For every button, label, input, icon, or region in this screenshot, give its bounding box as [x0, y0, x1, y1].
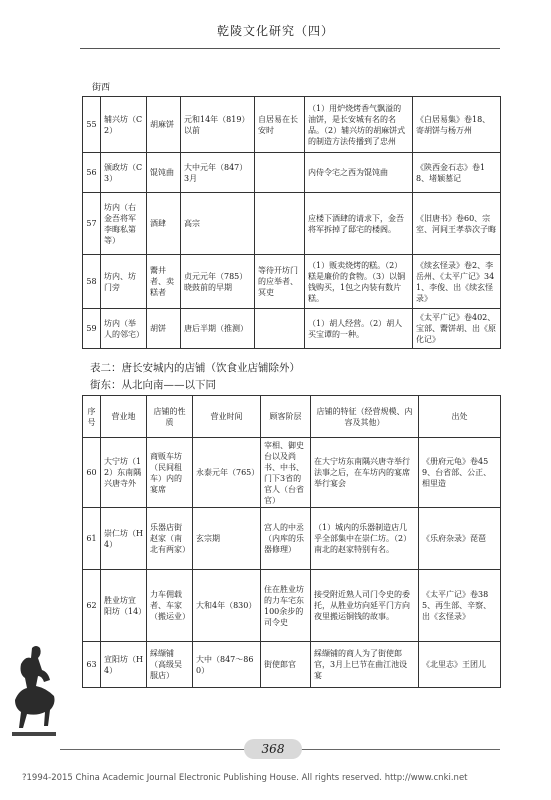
column-header: 店铺的性质 [147, 396, 193, 438]
location-cell: 胜业坊宣阳坊（14） [101, 570, 147, 642]
time-cell: 大中（847～860） [193, 642, 261, 688]
shop-type-cell: 乐器店街赵家（南北有两家） [147, 508, 193, 570]
source-cell: 《太平广记》卷385、再生部、辛察、出《玄怪录》 [419, 570, 501, 642]
source-cell: 《旧唐书》卷60、宗室、河间王孝恭次子晦 [413, 193, 501, 255]
location-cell: 崇仁坊（H4） [101, 508, 147, 570]
table-1 [82, 96, 501, 349]
table-row [83, 570, 501, 642]
column-header: 营业地 [101, 396, 147, 438]
feature-cell: （1）城内的乐器制造店几乎全部集中在崇仁坊。（2）南北的赵家特别有名。 [311, 508, 419, 570]
source-cell: 《乐府杂录》琵琶 [419, 508, 501, 570]
row-number: 57 [83, 193, 101, 255]
row-number: 58 [83, 255, 101, 309]
customer-cell [255, 153, 305, 193]
time-cell: 大中元年（847）3月 [181, 153, 255, 193]
table-row [83, 642, 501, 688]
row-number: 63 [83, 642, 101, 688]
table2-subtitle: 街东：从北向南——以下同 [90, 379, 216, 391]
customer-cell: 等待开坊门的应举者、冥吏 [255, 255, 305, 309]
table-row [83, 438, 501, 508]
feature-cell: 綵缬铺的商人为了街使郎官，3月上巳节在曲江池设宴 [311, 642, 419, 688]
shop-type-cell: 胡饼 [147, 309, 181, 349]
location-cell: 坊内（右金吾将军李晦私第等） [101, 193, 147, 255]
shop-type-cell: 馄饨曲 [147, 153, 181, 193]
feature-cell: 接受附近熟人司门令史的委托，从胜业坊向延平门方向夜里搬运铜钱的故事。 [311, 570, 419, 642]
page-number: 368 [244, 739, 302, 759]
horse-rider-figurine-icon [4, 640, 64, 740]
source-cell: 《北里志》王团儿 [419, 642, 501, 688]
location-cell: 大宁坊（12）东南隅兴唐寺外 [101, 438, 147, 508]
table-2 [82, 395, 501, 688]
customer-cell: 街使郎官 [261, 642, 311, 688]
customer-cell: 宫人的中丞（内库的乐器修理） [261, 508, 311, 570]
time-cell: 贞元元年（785）晓鼓前的早期 [181, 255, 255, 309]
table-row [83, 508, 501, 570]
customer-cell [255, 193, 305, 255]
row-number: 55 [83, 97, 101, 153]
shop-type-cell: 力车佣载者、车家（搬运业） [147, 570, 193, 642]
location-cell: 坊内、坊门旁 [101, 255, 147, 309]
source-cell: 《白居易集》卷18、寄胡饼与杨万州 [413, 97, 501, 153]
shop-type-cell: 胡麻饼 [147, 97, 181, 153]
shop-type-cell: 鬻井者、卖糕者 [147, 255, 181, 309]
table-row [83, 309, 501, 349]
source-cell: 《太平广记》卷402、宝部、鬻饼胡、出《原化记》 [413, 309, 501, 349]
time-cell: 元和14年（819）以前 [181, 97, 255, 153]
running-header: 乾陵文化研究（四） [216, 24, 334, 38]
source-cell: 《续玄怪录》卷2、李岳州、《太平广记》341、李俊、出《续玄怪录》 [413, 255, 501, 309]
copyright-footer: ?1994-2015 China Academic Journal Electronic Publishing House. All rights reserved. http://www.cnki.net [22, 773, 468, 783]
source-cell: 《册府元龟》卷459、台省部、公正、相里造 [419, 438, 501, 508]
time-cell: 高宗 [181, 193, 255, 255]
column-header: 出处 [419, 396, 501, 438]
row-number: 62 [83, 570, 101, 642]
table-row [83, 193, 501, 255]
customer-cell: 住在胜业坊的力车宅东100余步的司令史 [261, 570, 311, 642]
column-header: 营业时间 [193, 396, 261, 438]
feature-cell: （1）用炉烧烤香气飘溢的油饼，是长安城有名的名品。（2）辅兴坊的胡麻饼式的制造方法传播到了忠州 [305, 97, 413, 153]
table-row [83, 255, 501, 309]
location-cell: 宣阳坊（H4） [101, 642, 147, 688]
feature-cell: 在大宁坊东南隅兴唐寺举行法事之后，在车坊内的宴席举行宴会 [311, 438, 419, 508]
time-cell: 大和4年（830） [193, 570, 261, 642]
location-cell: 颁政坊（C3） [101, 153, 147, 193]
column-header: 序号 [83, 396, 101, 438]
location-cell: 辅兴坊（C2） [101, 97, 147, 153]
table-row [83, 97, 501, 153]
source-cell: 《陕西金石志》卷18、堵颖墓记 [413, 153, 501, 193]
time-cell: 永泰元年（765） [193, 438, 261, 508]
shop-type-cell: 綵缬铺（高级吴服店） [147, 642, 193, 688]
customer-cell: 宰相、御史台以及尚书、中书、门下3省的官人（台省官） [261, 438, 311, 508]
shop-type-cell: 酒肆 [147, 193, 181, 255]
table1-caption: 街西 [92, 83, 111, 93]
feature-cell: 内侍令宅之西为馄饨曲 [305, 153, 413, 193]
column-header: 店铺的特征（经营规模、内容及其他） [311, 396, 419, 438]
customer-cell [255, 309, 305, 349]
row-number: 59 [83, 309, 101, 349]
time-cell: 玄宗期 [193, 508, 261, 570]
row-number: 61 [83, 508, 101, 570]
column-header: 顾客阶层 [261, 396, 311, 438]
header-rule [80, 48, 500, 49]
time-cell: 唐后半期（推测） [181, 309, 255, 349]
feature-cell: （1）贩卖烧烤的糕。（2）糕是廉价的食物。（3）以铜钱购买，1包之内装有数片糕。 [305, 255, 413, 309]
customer-cell: 自居易在长安时 [255, 97, 305, 153]
table-row [83, 153, 501, 193]
table-header-row [83, 396, 501, 438]
shop-type-cell: 商贩车坊（民间租车）内的宴席 [147, 438, 193, 508]
row-number: 60 [83, 438, 101, 508]
row-number: 56 [83, 153, 101, 193]
location-cell: 坊内（举人的邻宅） [101, 309, 147, 349]
feature-cell: （1）胡人经营。（2）胡人买宝谭的一种。 [305, 309, 413, 349]
table2-title: 表二：唐长安城内的店铺（饮食业店铺除外） [90, 362, 300, 374]
feature-cell: 应楼下酒肆的请求下，金吾将军拆掉了邸宅的楼阁。 [305, 193, 413, 255]
